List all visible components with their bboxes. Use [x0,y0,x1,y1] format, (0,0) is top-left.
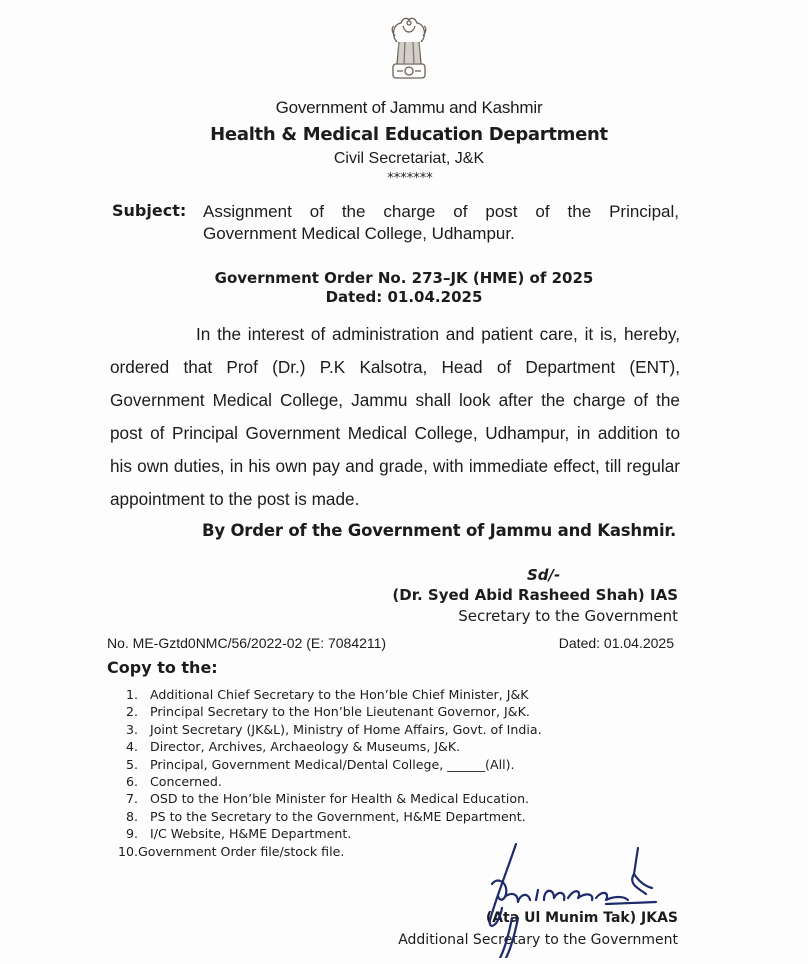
secondary-signatory-name: (Ata Ul Munim Tak) JKAS [485,910,678,926]
department-name: Health & Medical Education Department [210,124,608,145]
copy-to-item [126,808,542,825]
handwritten-signature [478,838,678,958]
item-text: Joint Secretary (JK&L), Ministry of Home Affairs, Govt. of India. [150,721,542,737]
item-text: Concerned. [150,774,222,790]
item-text: Principal Secretary to the Hon’ble Lieutenant Governor, J&K. [150,704,530,720]
copy-to-heading: Copy to the: [107,658,218,677]
primary-signatory-name: (Dr. Syed Abid Rasheed Shah) IAS [392,586,678,604]
item-number: 2. [126,704,139,720]
subject-line-1: Assignment of the charge of post of the Principal, [203,202,679,221]
copy-to-item [126,738,542,755]
primary-signatory-title: Secretary to the Government [458,607,678,625]
item-text: Additional Chief Secretary to the Hon’ble Chief Minister, J&K [150,687,529,702]
item-number: 8. [126,808,139,824]
item-number: 3. [126,721,139,737]
copy-to-item [126,721,542,738]
copy-to-item [126,790,542,807]
item-text: OSD to the Hon’ble Minister for Health & Medical Education. [150,791,530,807]
subject-line-2: Government Medical College, Udhampur. [203,224,515,243]
item-text: Principal, Government Medical/Dental College, ______(All). [150,756,515,772]
copy-to-item [126,756,542,773]
secondary-signatory-title: Additional Secretary to the Government [398,932,678,948]
item-number: 5. [126,756,139,772]
reference-date: Dated: 01.04.2025 [558,635,674,651]
header-separator: ******* [387,171,433,186]
copy-to-list [118,686,542,860]
signed-mark: Sd/- [527,566,561,584]
office-name: Civil Secretariat, J&K [333,150,485,167]
item-number: 6. [126,774,139,790]
item-number: 9. [126,826,139,842]
order-number: Government Order No. 273–JK (HME) of 2025 [214,269,594,287]
by-order-line: By Order of the Government of Jammu and Kashmir. [202,521,677,540]
government-name: Government of Jammu and Kashmir [275,98,543,117]
copy-to-item [126,773,542,790]
item-number: 4. [126,739,139,755]
copy-to-item [126,686,542,703]
order-body-paragraph: In the interest of administration and patient care, it is, hereby, ordered that Prof (Dr.) P.K Kalsotra, Head of Department (ENT), Government Medical College, Jammu shall look after the charge of the post of Principal Government Medical College, Udhampur, in addition to his own duties, in his own pay and grade, with immediate effect, till regular appointment to the post is made. [110,324,680,509]
item-number: 10. [118,843,139,859]
subject-label: Subject: [112,201,187,220]
reference-number: No. ME-Gztd0NMC/56/2022-02 (E: 7084211) [107,635,387,651]
item-number: 7. [126,791,139,807]
national-emblem-icon [383,12,435,88]
item-text: Director, Archives, Archaeology & Museums, J&K. [150,739,461,755]
copy-to-item [126,703,542,720]
item-text: Government Order file/stock file. [138,843,345,859]
item-text: I/C Website, H&ME Department. [150,826,352,842]
order-date: Dated: 01.04.2025 [325,288,483,306]
subject-text [203,201,679,245]
item-text: PS to the Secretary to the Government, H&ME Department. [150,808,526,824]
item-number: 1. [126,687,139,702]
